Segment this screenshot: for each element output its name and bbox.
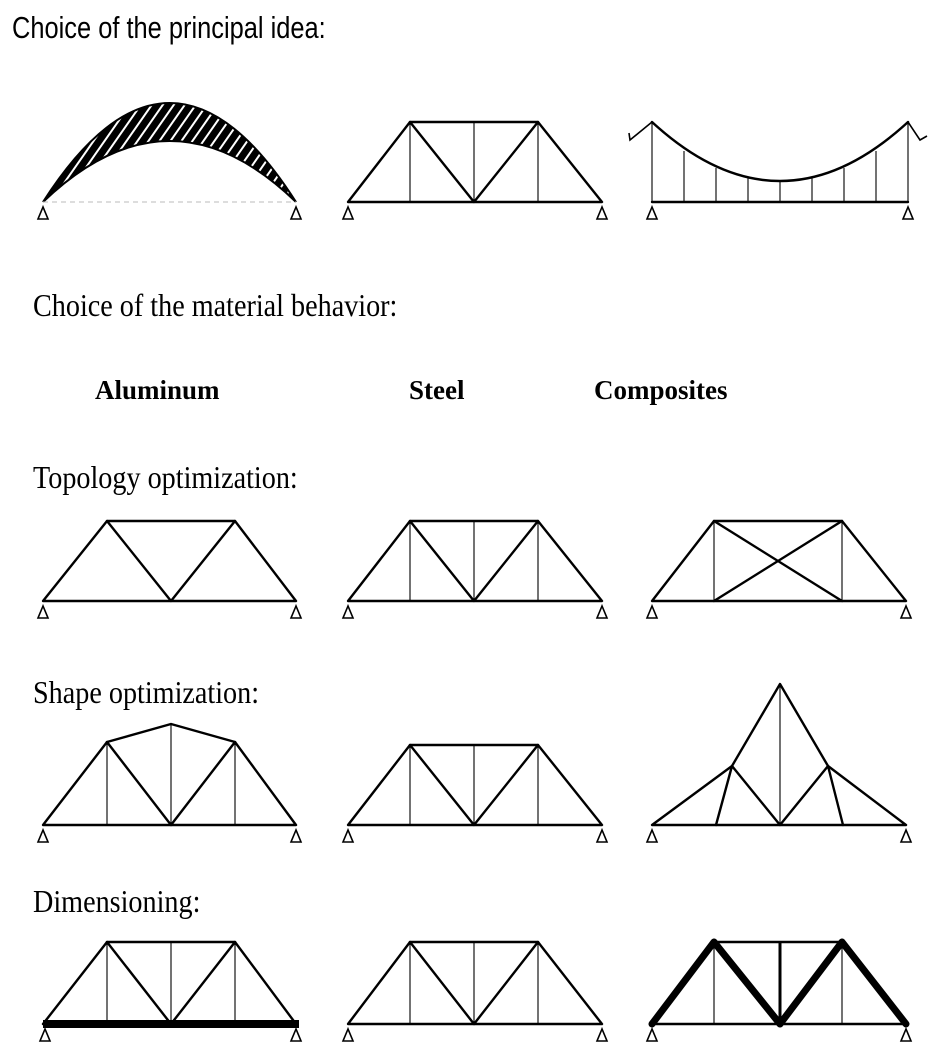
heading-topology-optimization: Topology optimization: xyxy=(33,459,298,495)
material-label-steel: Steel xyxy=(409,375,465,405)
principal-arch-structure xyxy=(43,103,296,202)
heading-shape-optimization: Shape optimization: xyxy=(33,674,260,710)
heading-dimensioning: Dimensioning: xyxy=(33,883,201,919)
heading-principal-idea: Choice of the principal idea: xyxy=(12,10,326,45)
material-label-aluminum: Aluminum xyxy=(95,375,220,405)
shape-composites-truss xyxy=(652,684,906,825)
topology-composites-truss xyxy=(652,521,906,601)
topology-aluminum-truss xyxy=(43,521,296,601)
dimensioning-steel-truss xyxy=(348,942,602,1024)
material-label-composites: Composites xyxy=(594,375,728,405)
heading-material-behavior: Choice of the material behavior: xyxy=(33,287,398,323)
support-triangles xyxy=(38,207,913,1041)
shape-steel-truss xyxy=(348,745,602,825)
dimensioning-composites-truss xyxy=(652,942,906,1024)
shape-aluminum-truss xyxy=(43,724,296,825)
principal-truss-structure xyxy=(348,122,602,202)
dimensioning-aluminum-truss xyxy=(43,942,299,1024)
principal-suspension-structure xyxy=(629,122,927,202)
topology-steel-truss xyxy=(348,521,602,601)
